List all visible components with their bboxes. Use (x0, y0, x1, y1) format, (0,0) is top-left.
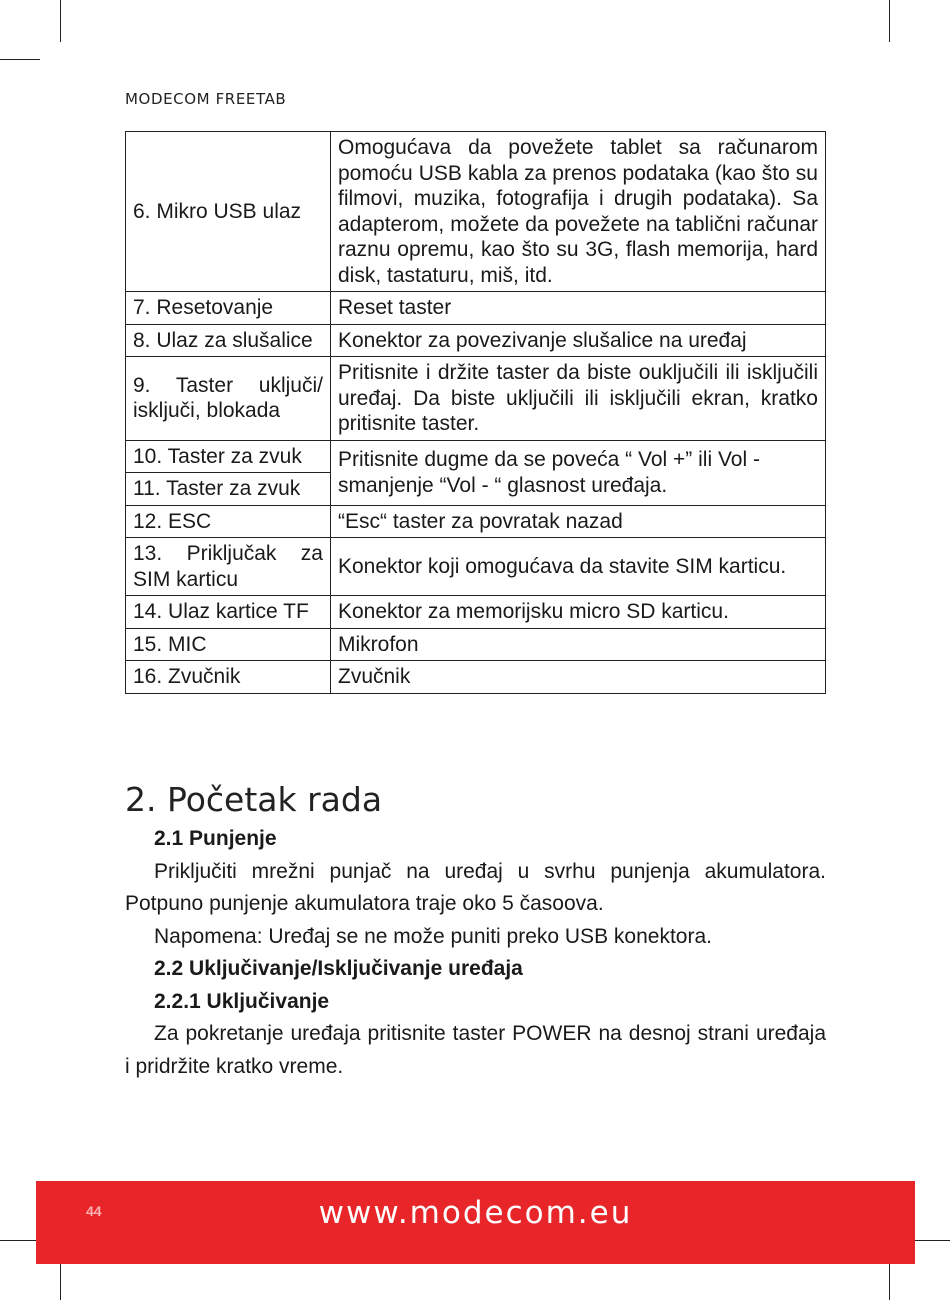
table-row (126, 596, 826, 629)
row-value: Reset taster (331, 292, 826, 325)
running-header: MODECOM FREETAB (125, 90, 287, 108)
table-row (126, 132, 826, 292)
section-body (125, 823, 826, 1083)
table-row (126, 505, 826, 538)
row-value: Konektor koji omogućava da stavite SIM karticu. (331, 538, 826, 596)
row-value: Konektor za memorijsku micro SD karticu. (331, 596, 826, 629)
crop-mark (910, 1240, 950, 1241)
row-value: Omogućava da povežete tablet sa računarom pomoću USB kabla za prenos podataka (kao što su filmovi, muzika, fotografija i drugih podataka). Sa adapterom, možete da povežete na tablični računar raznu opremu, kao što su 3G, flash memorija, hard disk, tastaturu, miš, itd. (331, 132, 826, 292)
table-row (126, 292, 826, 325)
row-value: Konektor za povezivanje slušalice na uređaj (331, 324, 826, 357)
row-value: Zvučnik (331, 661, 826, 694)
row-key: 10. Taster za zvuk (126, 440, 331, 473)
crop-mark (889, 0, 890, 42)
table-row (126, 357, 826, 441)
row-key: 6. Mikro USB ulaz (126, 132, 331, 292)
table-row (126, 661, 826, 694)
row-key: 13. Priključak za SIM karticu (126, 538, 331, 596)
row-key: 15. MIC (126, 628, 331, 661)
row-value: Pritisnite i držite taster da biste ouključili ili isključili uređaj. Da biste uključili ili isključili ekran, kratko pritisnite taster. (331, 357, 826, 441)
row-value: “Esc“ taster za povratak nazad (331, 505, 826, 538)
row-value: Pritisnite dugme da se poveća “ Vol +” ili Vol - smanjenje “Vol - “ glasnost uređaja. (331, 440, 826, 505)
subsection-heading: 2.2 Uključivanje/Isključivanje uređaja (154, 957, 523, 980)
footer-url-link[interactable]: www.modecom.eu (318, 1195, 633, 1231)
footer-bar (36, 1181, 915, 1264)
row-key: 16. Zvučnik (126, 661, 331, 694)
row-key: 14. Ulaz kartice TF (126, 596, 331, 629)
row-key: 12. ESC (126, 505, 331, 538)
subsection-heading: 2.1 Punjenje (154, 827, 277, 850)
row-key: 11. Taster za zvuk (126, 473, 331, 506)
paragraph: Priključiti mrežni punjač na uređaj u svrhu punjenja akumulatora. Potpuno punjenje akumulatora traje oko 5 časoova. (125, 859, 826, 915)
table-row (126, 324, 826, 357)
note-paragraph: Napomena: Uređaj se ne može puniti preko USB konektora. (154, 924, 712, 948)
row-value: Mikrofon (331, 628, 826, 661)
section-title: 2. Početak rada (125, 780, 383, 819)
table-row (126, 538, 826, 596)
crop-mark (0, 59, 40, 60)
crop-mark (60, 0, 61, 42)
row-key: 9. Taster uključi/ isključi, blokada (126, 357, 331, 441)
crop-mark (0, 1240, 40, 1241)
table-row (126, 628, 826, 661)
table-row (126, 440, 826, 473)
row-key: 8. Ulaz za slušalice (126, 324, 331, 357)
crop-mark (60, 1258, 61, 1300)
page-number: 44 (86, 1203, 102, 1219)
spec-table (125, 131, 826, 694)
crop-mark (889, 1258, 890, 1300)
subsection-heading: 2.2.1 Uključivanje (154, 989, 330, 1013)
paragraph: Za pokretanje uređaja pritisnite taster POWER na desnoj strani uređaja i pridržite kratko vreme. (125, 1022, 826, 1078)
row-key: 7. Resetovanje (126, 292, 331, 325)
